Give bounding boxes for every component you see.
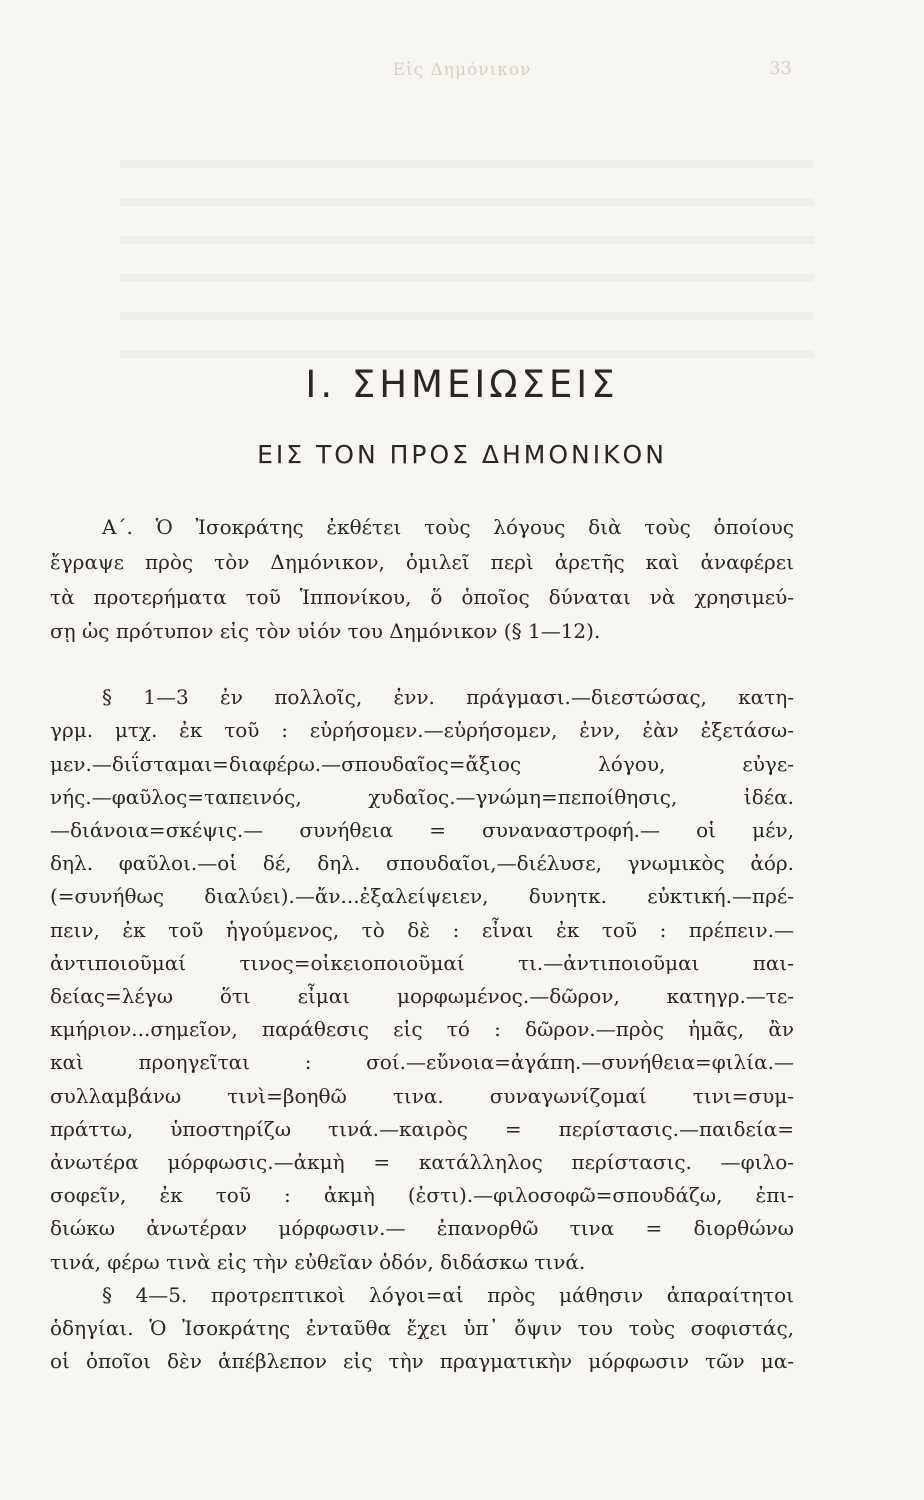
text-line: ἔγραψε πρὸς τὸν Δημόνικον, ὁμιλεῖ περὶ ἀρετῆς καὶ ἀναφέρει (50, 549, 794, 574)
text-line: δηλ. φαῦλοι.—οἱ δέ, δηλ. σπουδαῖοι,—διέλυσε, γνωμικὸς ἀόρ. (50, 851, 794, 876)
section-title: Ι. ΣΗΜΕΙΩΣΕΙΣ (305, 363, 619, 406)
intro-paragraph (50, 510, 794, 649)
text-line: σοφεῖν, ἐκ τοῦ : ἀκμὴ (ἐστι).—φιλοσοφῶ=σπουδάζω, ἐπι- (50, 1183, 794, 1208)
running-head: Εἰς Δημόνικον (392, 60, 532, 80)
text-line: —διάνοια=σκέψις.— συνήθεια = συναναστροφή.— οἱ μέν, (50, 818, 794, 842)
text-line: (=συνήθως διαλύει).—ἄν...ἐξαλείψειεν, δυνητκ. εὐκτική.—πρέ- (50, 884, 794, 909)
text-line: κμήριον...σημεῖον, παράθεσις εἰς τό : δῶρον.—πρὸς ἡμᾶς, ἂν (50, 1017, 794, 1042)
text-line: τινά, φέρω τινὰ εἰς τὴν εὐθεῖαν ὁδόν, διδάσκω τινά. (50, 1249, 586, 1274)
text-line: ὁδηγίαι. Ὁ Ἰσοκράτης ἐνταῦθα ἔχει ὑπ᾽ ὄψιν του τοὺς σοφιστάς, (50, 1316, 794, 1341)
text-line: ἀντιποιοῦμαί τινος=οἰκειοποιοῦμαί τι.—ἀντιποιοῦμαι παι- (50, 950, 794, 975)
final-paragraph (50, 1279, 794, 1379)
text-line: σῃ ὡς πρότυπον εἰς τὸν υἱόν του Δημόνικον (§ 1—12). (50, 619, 601, 644)
text-line: Α΄. Ὁ Ἰσοκράτης ἐκθέτει τοὺς λόγους διὰ τοὺς ὁποίους (102, 515, 794, 539)
text-line: δείας=λέγω ὅτι εἶμαι μορφωμένος.—δῶρον, κατηγρ.—τε- (50, 984, 794, 1009)
page-number: 33 (769, 58, 792, 79)
notes-paragraph (50, 681, 794, 1279)
text-line: διώκω ἀνωτέραν μόρφωσιν.— ἐπανορθῶ τινα = διορθώνω (50, 1216, 794, 1241)
text-line: πειν, ἐκ τοῦ ἡγούμενος, τὸ δὲ : εἶναι ἐκ τοῦ : πρέπειν.— (50, 917, 794, 942)
section-subtitle: ΕΙΣ ΤΟΝ ΠΡΟΣ ΔΗΜΟΝΙΚΟΝ (257, 440, 667, 469)
bleed-through-text (120, 130, 814, 360)
notes-body (50, 510, 794, 1378)
text-line: τὰ προτερήματα τοῦ Ἱππονίκου, ὅ ὁποῖος δύναται νὰ χρησιμεύ- (50, 584, 794, 609)
text-line: μεν.—διΐσταμαι=διαφέρω.—σπουδαῖος=ἄξιος λόγου, εὐγε- (50, 751, 794, 776)
text-line: νής.—φαῦλος=ταπεινός, χυδαῖος.—γνώμη=πεποίθησις, ἰδέα. (50, 784, 794, 809)
text-line: συλλαμβάνω τινὶ=βοηθῶ τινα. συναγωνίζομαί τινι=συμ- (50, 1083, 794, 1108)
text-line: καὶ προηγεῖται : σοί.—εὔνοια=ἀγάπη.—συνήθεια=φιλία.— (50, 1050, 794, 1075)
text-line: § 1—3 ἐν πολλοῖς, ἐνν. πράγμασι.—διεστώσας, κατη- (102, 685, 794, 710)
text-line: πράττω, ὑποστηρίζω τινά.—καιρὸς = περίστασις.—παιδεία= (50, 1116, 794, 1141)
text-line: οἱ ὁποῖοι δὲν ἀπέβλεπον εἰς τὴν πραγματικὴν μόρφωσιν τῶν μα- (50, 1349, 794, 1374)
text-line: γρμ. μτχ. ἐκ τοῦ : εὑρήσομεν.—εὑρήσομεν, ἐνν, ἐὰν ἐξετάσω- (50, 718, 794, 743)
text-line: § 4—5. προτρεπτικοὶ λόγοι=αἱ πρὸς μάθησιν ἀπαραίτητοι (102, 1282, 794, 1307)
text-line: ἀνωτέρα μόρφωσις.—ἀκμὴ = κατάλληλος περίστασις. —φιλο- (50, 1150, 794, 1175)
